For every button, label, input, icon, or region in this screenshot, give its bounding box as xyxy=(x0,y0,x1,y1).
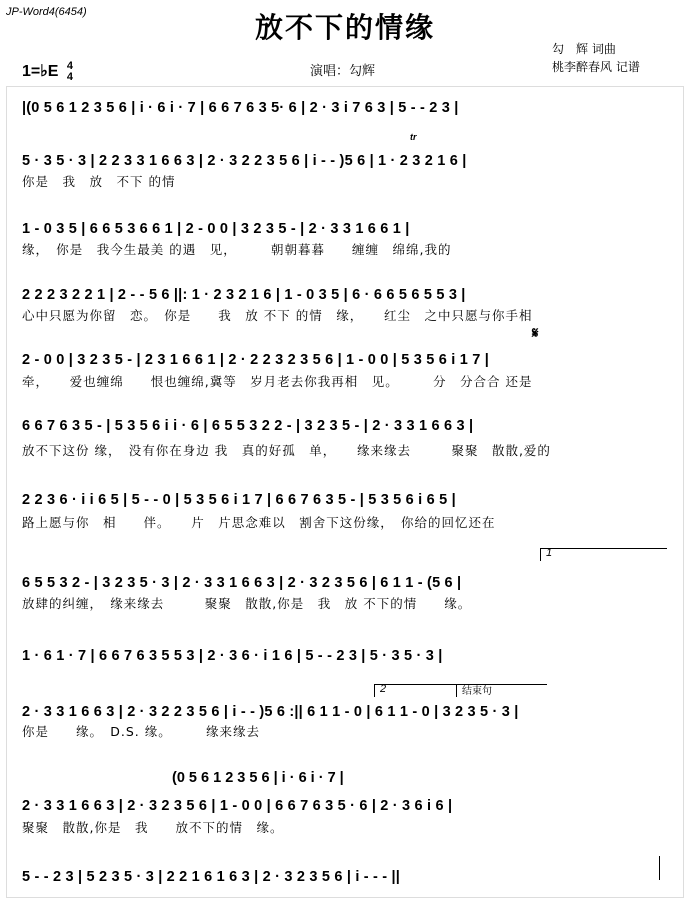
notation-row: 2 2 2 3 2 2 1 | 2 - - 5 6 ||: 1 · 2 3 2 1 6 | 1 - 0 3 5 | 6 · 6 6 5 6 5 5 3 | xyxy=(22,287,466,303)
time-top: 4 xyxy=(66,60,74,72)
key-label: 1=♭E xyxy=(22,63,59,81)
volta-1-label: 1 xyxy=(546,547,553,559)
time-signature xyxy=(67,61,73,83)
song-title: 放不下的情缘 xyxy=(254,11,435,44)
credit-transcriber: 桃李醉春风 记谱 xyxy=(552,60,640,74)
singer-label: 演唱：勾辉 xyxy=(310,64,376,79)
ending-label: 结束句 xyxy=(462,686,492,697)
segno-mark: 𝄋 xyxy=(532,325,539,342)
notation-row: 2 - 0 0 | 3 2 3 5 - | 2 3 1 6 6 1 | 2 · 2 2 3 2 3 5 6 | 1 - 0 0 | 5 3 5 6 i 1 7 | xyxy=(22,352,489,368)
volta-2-label: 2 xyxy=(380,683,387,695)
credit-composer: 勾 辉 词曲 xyxy=(552,42,616,56)
lyrics-row: 聚聚 散散,你是 我 放不下的情 缘。 xyxy=(22,820,284,835)
notation-row: 6 6 7 6 3 5 - | 5 3 5 6 i i · 6 | 6 5 5 3 2 2 - | 3 2 3 5 - | 2 · 3 3 1 6 6 3 | xyxy=(22,418,474,434)
lyrics-row: 心中只愿为你留 恋。 你是 我 放 不下 的情 缘， 红尘 之中只愿与你手相 xyxy=(22,308,533,323)
lyrics-row: 你是 缘。 D.S. 缘。 缘来缘去 xyxy=(22,724,260,739)
notation-row: 2 2 3 6 · i i 6 5 | 5 - - 0 | 5 3 5 6 i 1 7 | 6 6 7 6 3 5 - | 5 3 5 6 i 6 5 | xyxy=(22,492,456,508)
notation-row: 2 · 3 3 1 6 6 3 | 2 · 3 2 3 5 6 | 1 - 0 0 | 6 6 7 6 3 5 · 6 | 2 · 3 6 i 6 | xyxy=(22,798,453,814)
volta-2-bracket xyxy=(374,684,459,697)
notation-row: 5 · 3 5 · 3 | 2 2 3 3 1 6 6 3 | 2 · 3 2 2 3 5 6 | i - - )5 6 | 1 · 2 3 2 1 6 | xyxy=(22,153,467,169)
notation-row: 2 · 3 3 1 6 6 3 | 2 · 3 2 2 3 5 6 | i - - )5 6 :|| 6 1 1 - 0 | 6 1 1 - 0 | 3 2 3 5 · 3 | xyxy=(22,704,519,720)
ending-bracket xyxy=(456,684,547,697)
final-barline xyxy=(659,856,660,880)
key-signature xyxy=(22,61,73,83)
volta-1-bracket xyxy=(540,548,667,561)
time-bottom: 4 xyxy=(66,71,74,83)
notation-row: 1 · 6 1 · 7 | 6 6 7 6 3 5 5 3 | 2 · 3 6 · i 1 6 | 5 - - 2 3 | 5 · 3 5 · 3 | xyxy=(22,648,443,664)
lyrics-row: 牵， 爱也缠绵 恨也缠绵,冀等 岁月老去你我再相 见。 分 分合合 还是 xyxy=(22,374,533,389)
trill-mark: tr xyxy=(410,132,417,142)
notation-row: |(0 5 6 1 2 3 5 6 | i · 6 i · 7 | 6 6 7 6 3 5· 6 | 2 · 3 i 7 6 3 | 5 - - 2 3 | xyxy=(22,100,459,116)
notation-row: 6 5 5 3 2 - | 3 2 3 5 · 3 | 2 · 3 3 1 6 6 3 | 2 · 3 2 3 5 6 | 6 1 1 - (5 6 | xyxy=(22,575,462,591)
lyrics-row: 路上愿与你 相 伴。 片 片思念难以 割舍下这份缘， 你给的回忆还在 xyxy=(22,515,496,530)
lyrics-row: 缘， 你是 我今生最美 的遇 见， 朝朝暮暮 缠缠 绵绵,我的 xyxy=(22,242,452,257)
intro-overlay: (0 5 6 1 2 3 5 6 | i · 6 i · 7 | xyxy=(172,770,344,786)
lyrics-row: 放肆的纠缠， 缘来缘去 聚聚 散散,你是 我 放 不下的情 缘。 xyxy=(22,596,472,611)
source-label: JP-Word4(6454) xyxy=(6,6,87,18)
notation-row: 1 - 0 3 5 | 6 6 5 3 6 6 1 | 2 - 0 0 | 3 2 3 5 - | 2 · 3 3 1 6 6 1 | xyxy=(22,221,410,237)
lyrics-row: 放不下这份 缘， 没有你在身边 我 真的好孤 单， 缘来缘去 聚聚 散散,爱的 xyxy=(22,443,551,458)
notation-row: 5 - - 2 3 | 5 2 3 5 · 3 | 2 2 1 6 1 6 3 | 2 · 3 2 3 5 6 | i - - - || xyxy=(22,869,401,885)
lyrics-row: 你是 我 放 不下 的情 xyxy=(22,174,176,189)
